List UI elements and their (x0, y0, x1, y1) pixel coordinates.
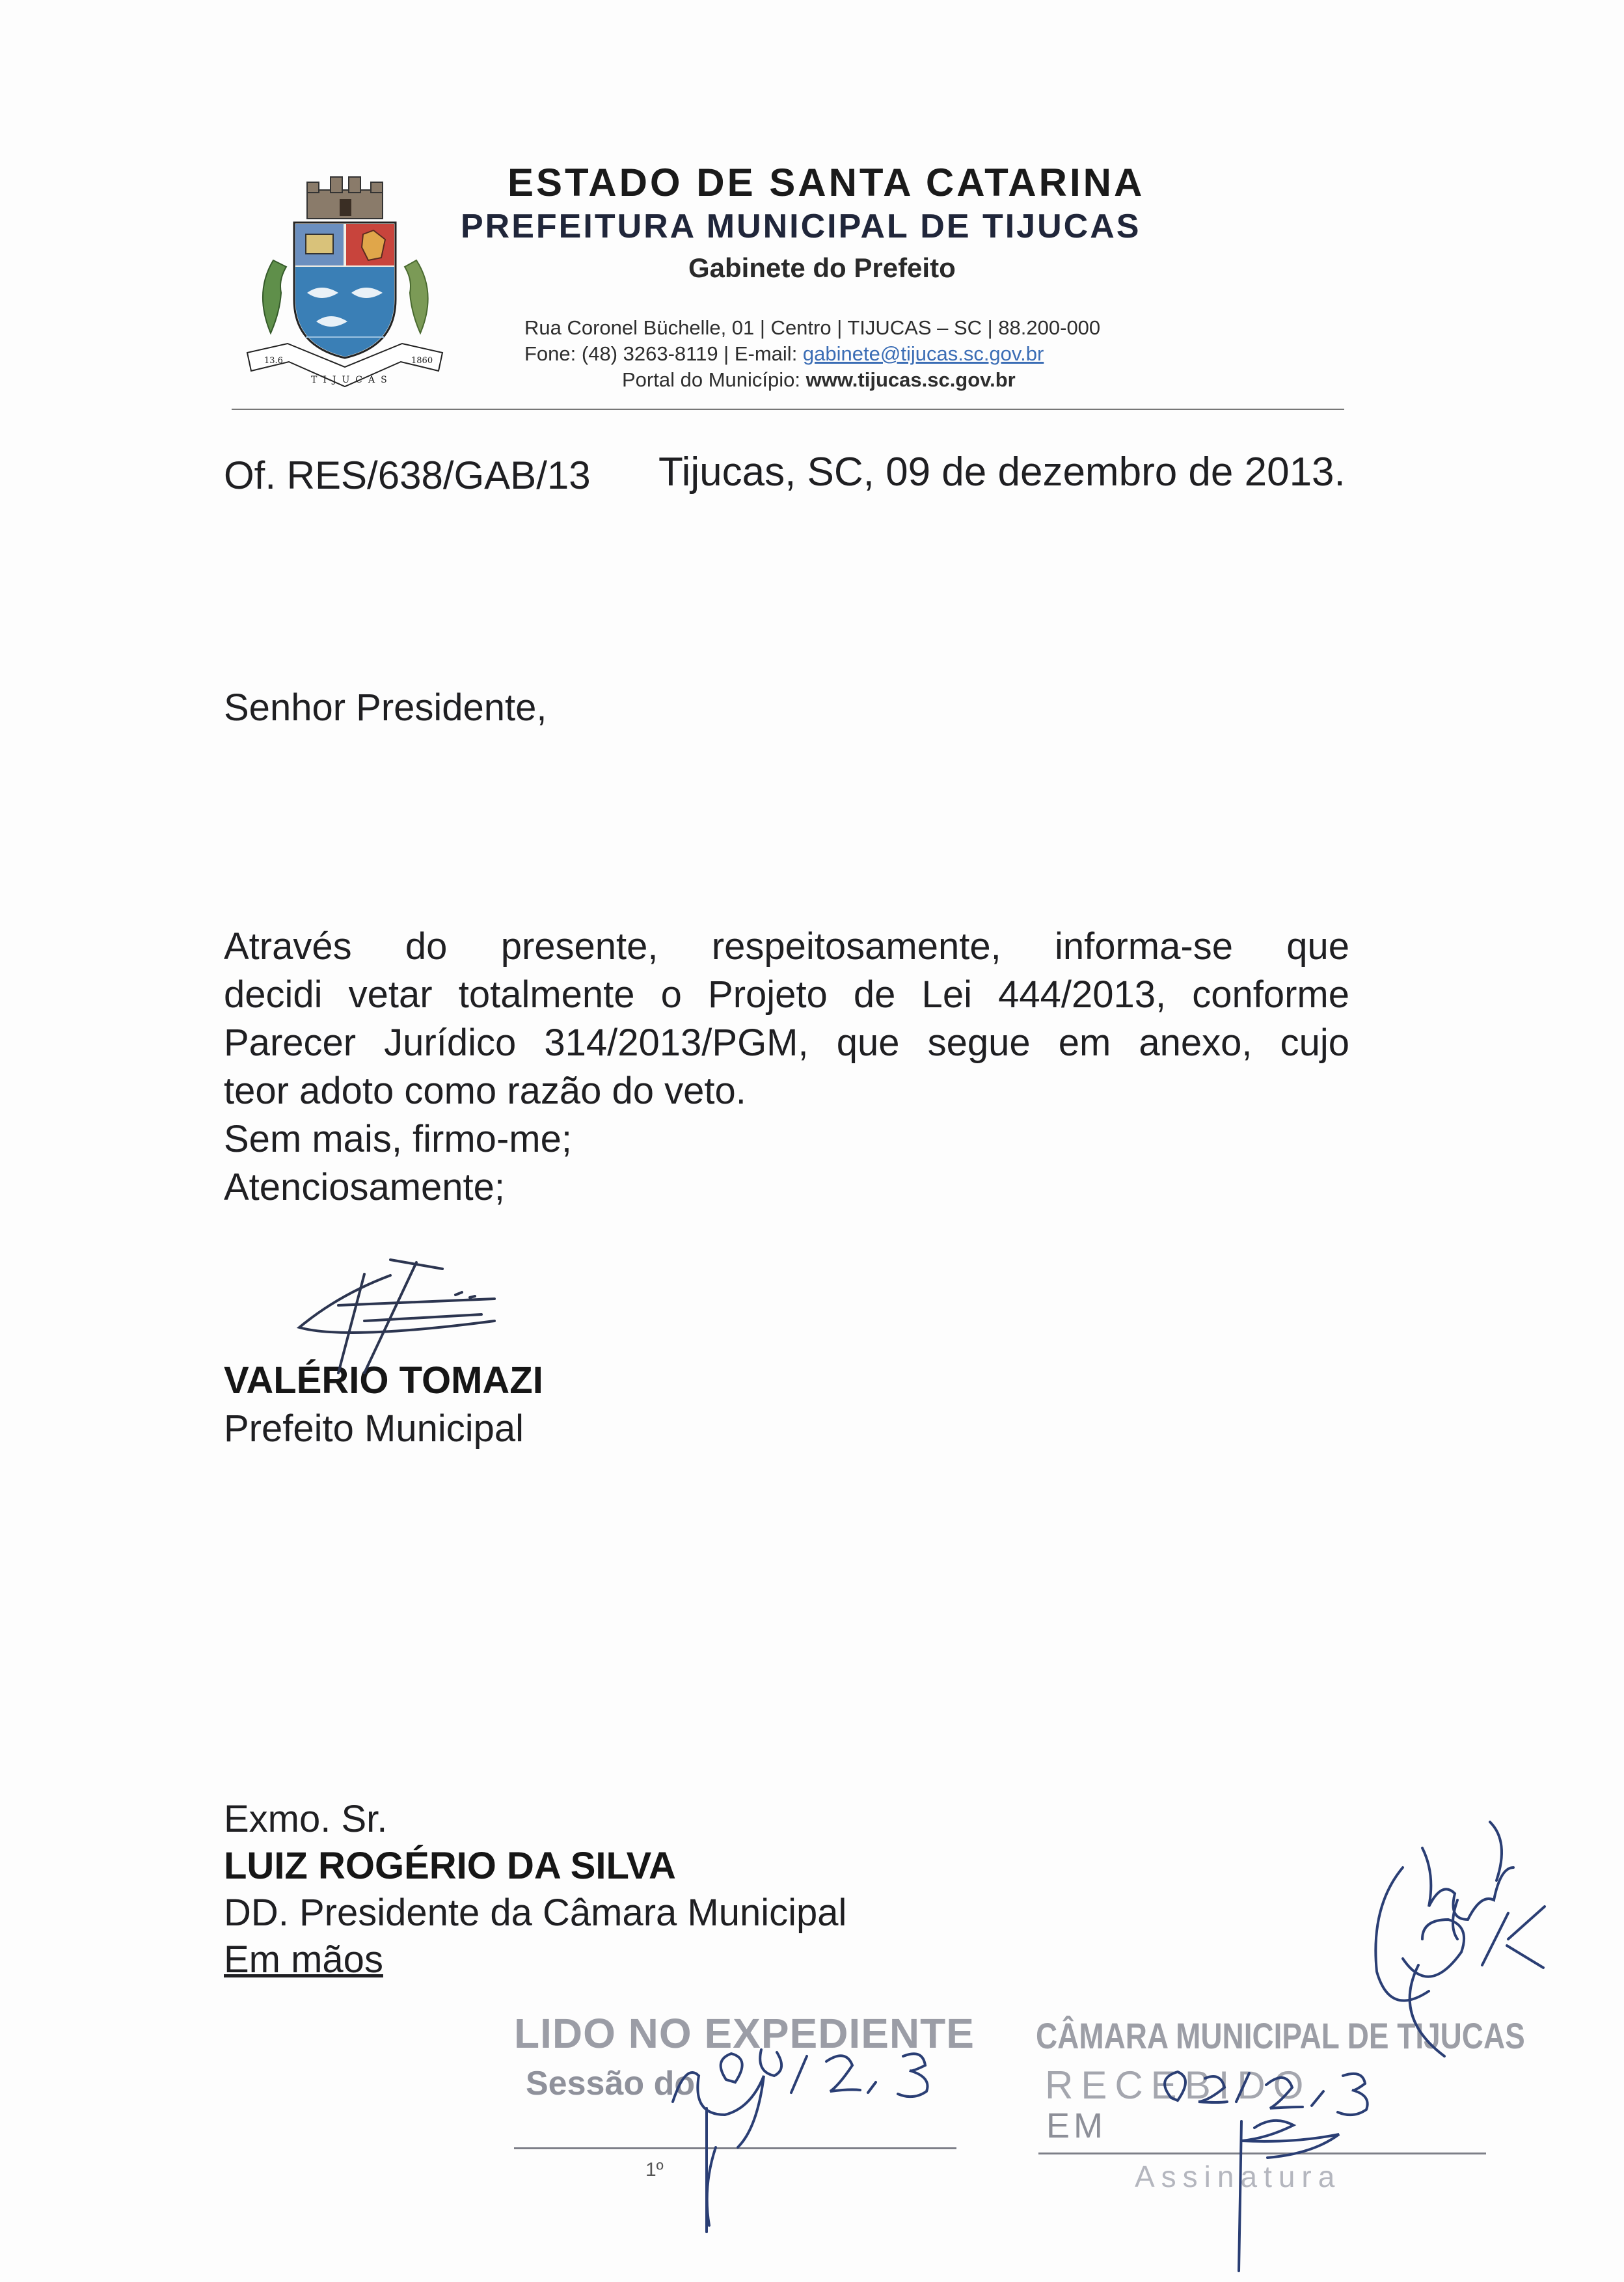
letterhead-phone: Fone: (48) 3263-8119 | E-mail: (524, 342, 803, 365)
stamp-camara-rule (1038, 2153, 1486, 2154)
letterhead-portal-label: Portal do Município: (622, 368, 806, 391)
letterhead-portal (622, 368, 1016, 392)
body-line: Atenciosamente; (224, 1166, 506, 1208)
signatory-role: Prefeito Municipal (224, 1407, 524, 1450)
recipient-position: DD. Presidente da Câmara Municipal (224, 1892, 847, 1934)
stamp-expediente-handwriting (673, 2050, 928, 2232)
stamp-expediente-order: 1º (645, 2159, 664, 2180)
letterhead-contact (524, 342, 1044, 366)
body-line: teor adoto como razão do veto. (224, 1070, 746, 1112)
seal-left-date: 13.6 (264, 356, 283, 366)
stamp-expediente-session: Sessão do (526, 2065, 696, 2102)
seal-banner: TIJUCAS (311, 375, 393, 385)
letterhead-state: ESTADO DE SANTA CATARINA (508, 161, 1145, 204)
coat-of-arms-seal-icon (234, 163, 455, 397)
salutation: Senhor Presidente, (224, 686, 547, 729)
letterhead-email-link[interactable]: gabinete@tijucas.sc.gov.br (802, 342, 1044, 365)
letterhead-divider (232, 409, 1344, 410)
body-line: decidi vetar totalmente o Projeto de Lei 444/2013, conforme (224, 973, 1349, 1016)
stamp-camara-signature-label: Assinatura (1135, 2160, 1342, 2194)
stamp-expediente-title: LIDO NO EXPEDIENTE (514, 2010, 975, 2057)
recipient-delivery: Em mãos (224, 1938, 383, 1981)
seal-right-year: 1860 (411, 356, 433, 366)
stamp-expediente-rule (514, 2147, 956, 2149)
stamp-camara-title: CÂMARA MUNICIPAL DE TIJUCAS (1036, 2015, 1525, 2056)
letterhead-prefeitura: PREFEITURA MUNICIPAL DE TIJUCAS (461, 208, 1141, 245)
stamp-camara-received: RECEBIDO (1045, 2063, 1312, 2107)
recipient-title: Exmo. Sr. (224, 1798, 388, 1840)
letterhead-portal-url[interactable]: www.tijucas.sc.gov.br (805, 368, 1016, 391)
document-reference: Of. RES/638/GAB/13 (224, 454, 591, 497)
mayor-signature (299, 1260, 494, 1373)
letter-body (224, 923, 1349, 1212)
body-line: Parecer Jurídico 314/2013/PGM, que segue em anexo, cujo (224, 1022, 1349, 1064)
letterhead-address: Rua Coronel Büchelle, 01 | Centro | TIJUCAS – SC | 88.200-000 (524, 316, 1101, 339)
recipient-name: LUIZ ROGÉRIO DA SILVA (224, 1845, 676, 1887)
body-line: Sem mais, firmo-me; (224, 1118, 572, 1160)
body-line: Através do presente, respeitosamente, informa-se que (224, 925, 1349, 968)
stamp-camara-em-label: EM (1046, 2106, 1107, 2145)
place-date: Tijucas, SC, 09 de dezembro de 2013. (658, 450, 1346, 495)
letterhead-gabinete: Gabinete do Prefeito (688, 252, 956, 283)
signatory-name: VALÉRIO TOMAZI (224, 1359, 543, 1402)
